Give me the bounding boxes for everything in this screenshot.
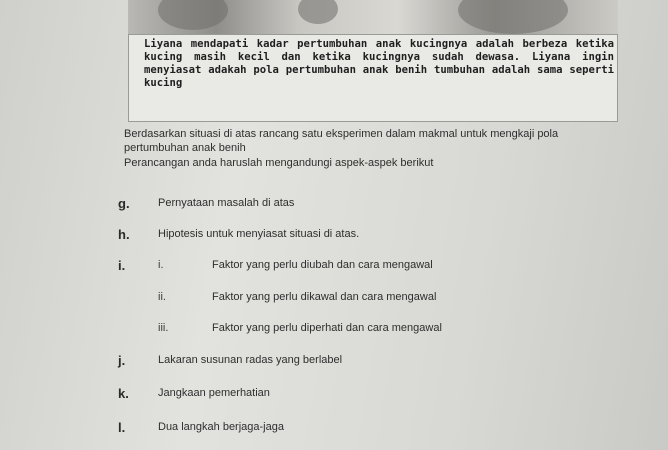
item-h-marker: h. — [118, 227, 130, 242]
item-k-marker: k. — [118, 386, 129, 401]
item-j-marker: j. — [118, 353, 126, 368]
item-h-text: Hipotesis untuk menyiasat situasi di atas. — [158, 228, 360, 240]
item-g-marker: g. — [118, 196, 130, 211]
item-i-sub-1-text: Faktor yang perlu diubah dan cara mengawal — [212, 259, 433, 271]
intro-line-3: Perancangan anda haruslah mengandungi aspek-aspek berikut — [124, 157, 434, 169]
item-i-sub-3-roman: iii. — [158, 322, 169, 334]
item-l-marker: l. — [118, 420, 126, 435]
item-g-text: Pernyataan masalah di atas — [158, 197, 295, 209]
item-k-text: Jangkaan pemerhatian — [158, 387, 270, 399]
item-j-text: Lakaran susunan radas yang berlabel — [158, 354, 343, 366]
intro-line-2: pertumbuhan anak benih — [124, 142, 246, 154]
intro-line-1: Berdasarkan situasi di atas rancang satu eksperimen dalam makmal untuk mengkaji pola — [124, 128, 559, 140]
item-i-sub-1-roman: i. — [158, 259, 164, 271]
item-l-text: Dua langkah berjaga-jaga — [158, 421, 284, 433]
item-i-sub-2-roman: ii. — [158, 291, 166, 303]
item-i-sub-2-text: Faktor yang perlu dikawal dan cara mengawal — [212, 291, 437, 303]
situation-text: Liyana mendapati kadar pertumbuhan anak kucingnya adalah berbeza ketika kucing masih kecil dan ketika kucingnya sudah dewasa. Liyana ingin menyiasat adakah pola pertumbuhan anak benih tumbuhan adalah sama seperti kucing — [144, 38, 614, 89]
kitten-photo — [128, 0, 618, 38]
item-i-marker: i. — [118, 258, 126, 273]
item-i-sub-3-text: Faktor yang perlu diperhati dan cara mengawal — [212, 322, 442, 334]
